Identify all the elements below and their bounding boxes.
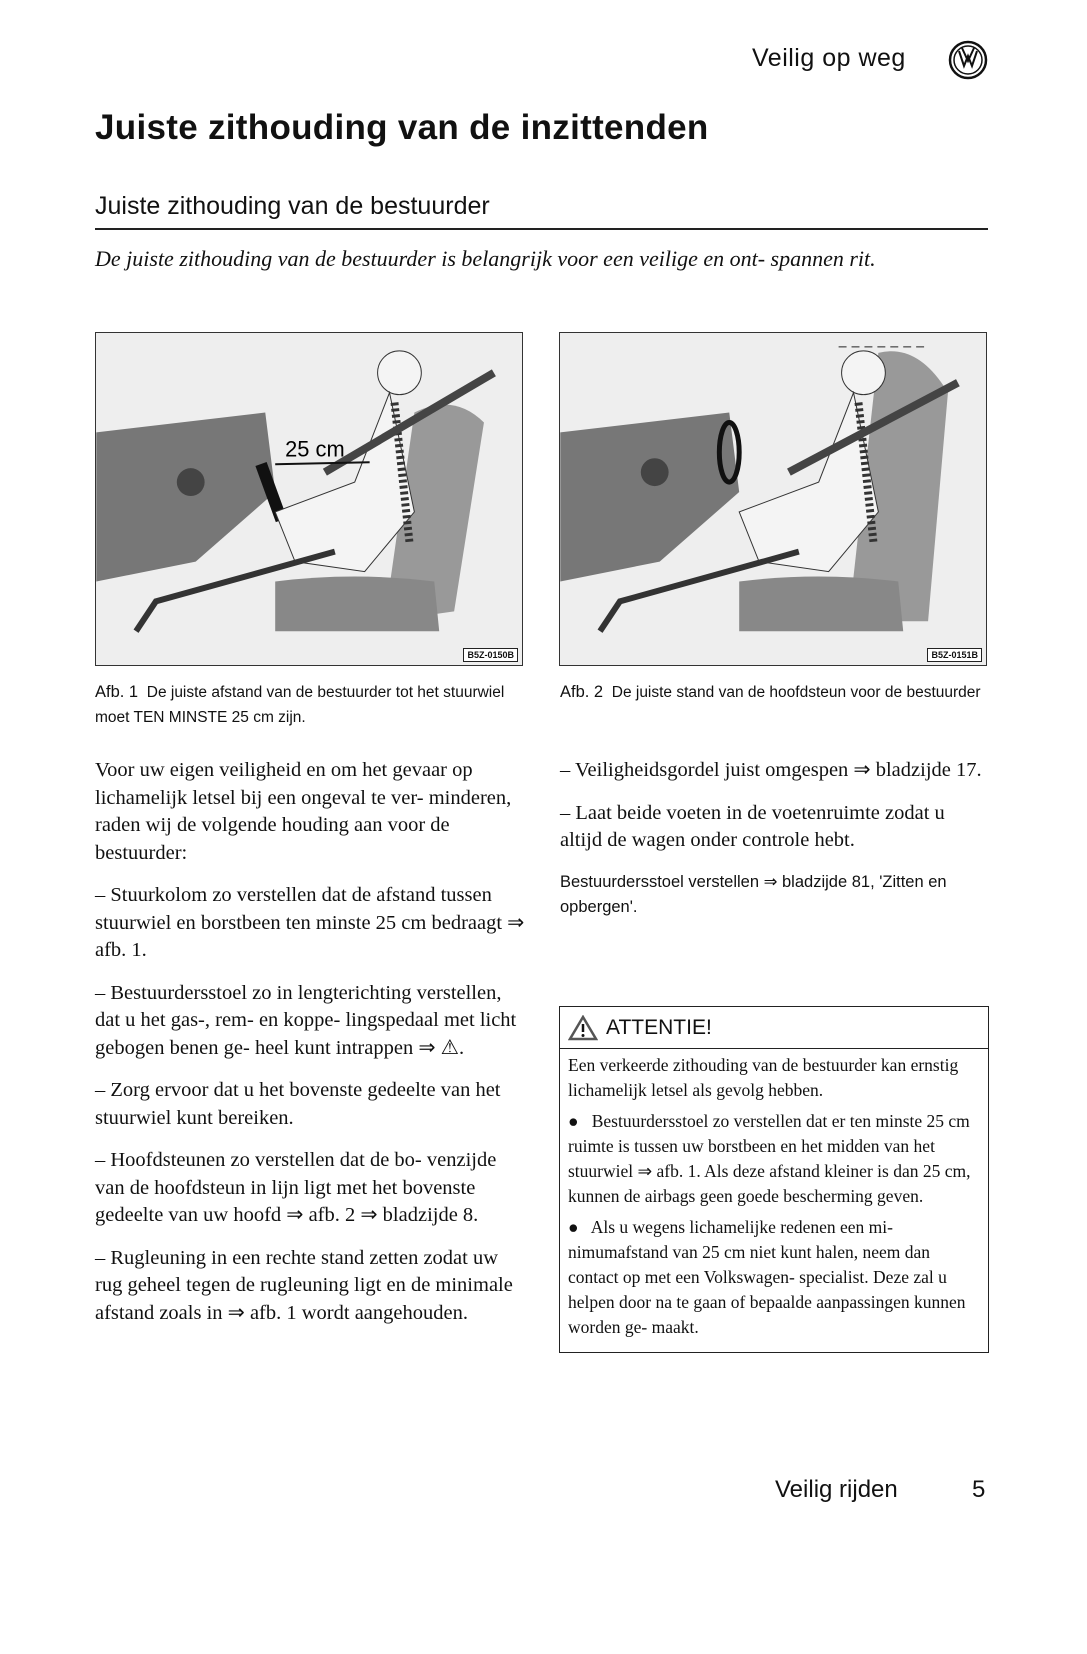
figure-driver-distance [95, 332, 523, 666]
distance-annotation: 25 cm [285, 436, 345, 462]
warning-bullet: ● Bestuurdersstoel zo verstellen dat er ten minste 25 cm ruimte is tussen uw borstbeen en het midden van het stuurwiel ⇒ afb. 1. Als deze afstand kleiner is dan 25 cm, kunnen de airbags geen goede bescherming geven. [568, 1111, 971, 1206]
left-column [95, 757, 527, 1342]
instruction-item: – Hoofdsteunen zo verstellen dat de bo- venzijde van de hoofdsteun in lijn ligt met het bovenste gedeelte van uw hoofd ⇒ afb. 2 ⇒ bladzijde 8. [95, 1149, 497, 1226]
warning-box [559, 1006, 989, 1353]
paragraph: Voor uw eigen veiligheid en om het gevaar op lichamelijk letsel bij een ongeval te ver- minderen, raden wij de volgende houding aan voor de bestuurder: [95, 759, 512, 864]
bullet-text: Bestuurdersstoel zo verstellen dat er ten minste 25 cm ruimte is tussen uw borstbeen en het midden van het stuurwiel ⇒ afb. 1. Als deze afstand kleiner is dan 25 cm, kunnen de airbags geen goede bescherming geven. [568, 1111, 971, 1206]
figure-code: B5Z-0151B [927, 648, 982, 662]
driver-seat-illustration [96, 333, 522, 665]
headrest-illustration [560, 333, 986, 665]
instruction-item: – Laat beide voeten in de voetenruimte zodat u altijd de wagen onder controle hebt. [560, 801, 945, 851]
instruction-item: – Stuurkolom zo verstellen dat de afstand tussen stuurwiel en borstbeen ten minste 25 cm bedraagt ⇒ afb. 1. [95, 884, 525, 961]
bullet-text: Als u wegens lichamelijke redenen een mi- nimumafstand van 25 cm niet kunt halen, neem dan contact op met een Volkswagen- specialist. Deze zal u helpen door na te gaan of bepaalde aanpassingen kunnen worden ge- maakt. [568, 1217, 966, 1337]
warning-header [560, 1007, 988, 1049]
figure-label: Afb. 2 [560, 683, 604, 701]
instruction-item: – Bestuurdersstoel zo in lengterichting verstellen, dat u het gas-, rem- en koppe- lingspedaal met licht gebogen benen ge- heel kunt intrappen ⇒ ⚠. [95, 981, 517, 1059]
figure-caption [560, 680, 990, 705]
vw-logo-icon [948, 40, 988, 80]
right-column [560, 757, 985, 935]
warning-intro: Een verkeerde zithouding van de bestuurder kan ernstig lichamelijk letsel als gevolg hebben. [568, 1055, 959, 1100]
caption-text: De juiste stand van de hoofdsteun voor de bestuurder [611, 684, 981, 701]
warning-bullet: ● Als u wegens lichamelijke redenen een mi- nimumafstand van 25 cm niet kunt halen, neem dan contact op met een Volkswagen- specialist. Deze zal u helpen door na te gaan of bepaalde aanpassingen kunnen worden ge- maakt. [568, 1217, 966, 1337]
page-title: Juiste zithouding van de inzittenden [95, 108, 709, 147]
figure-code: B5Z-0150B [463, 648, 518, 662]
section-title: Juiste zithouding van de bestuurder [95, 192, 490, 220]
section-rule [95, 228, 988, 230]
instruction-item: – Rugleuning in een rechte stand zetten zodat uw rug geheel tegen de rugleuning ligt en de minimale afstand zoals in ⇒ afb. 1 wordt aangehouden. [95, 1246, 513, 1324]
warning-title: ATTENTIE! [606, 1015, 712, 1039]
footer-section: Veilig rijden [775, 1476, 898, 1503]
caption-text: De juiste afstand van de bestuurder tot het stuurwiel moet TEN MINSTE 25 cm zijn. [95, 684, 505, 726]
instruction-item: – Zorg ervoor dat u het bovenste gedeelte van het stuurwiel kunt bereiken. [95, 1079, 501, 1129]
running-header: Veilig op weg [752, 44, 906, 72]
page-number: 5 [972, 1476, 986, 1503]
warning-body [560, 1049, 988, 1352]
figure-headrest-position [559, 332, 987, 666]
intro-text: De juiste zithouding van de bestuurder is belangrijk voor een veilige en ont- spannen rit. [95, 246, 876, 271]
figure-label: Afb. 1 [95, 683, 139, 701]
figure-caption [95, 680, 525, 730]
warning-triangle-icon [568, 1015, 598, 1041]
instruction-item: – Veiligheidsgordel juist omgespen ⇒ bladzijde 17. [560, 759, 982, 781]
reference-note: Bestuurdersstoel verstellen ⇒ bladzijde 81, 'Zitten en opbergen'. [560, 872, 947, 916]
